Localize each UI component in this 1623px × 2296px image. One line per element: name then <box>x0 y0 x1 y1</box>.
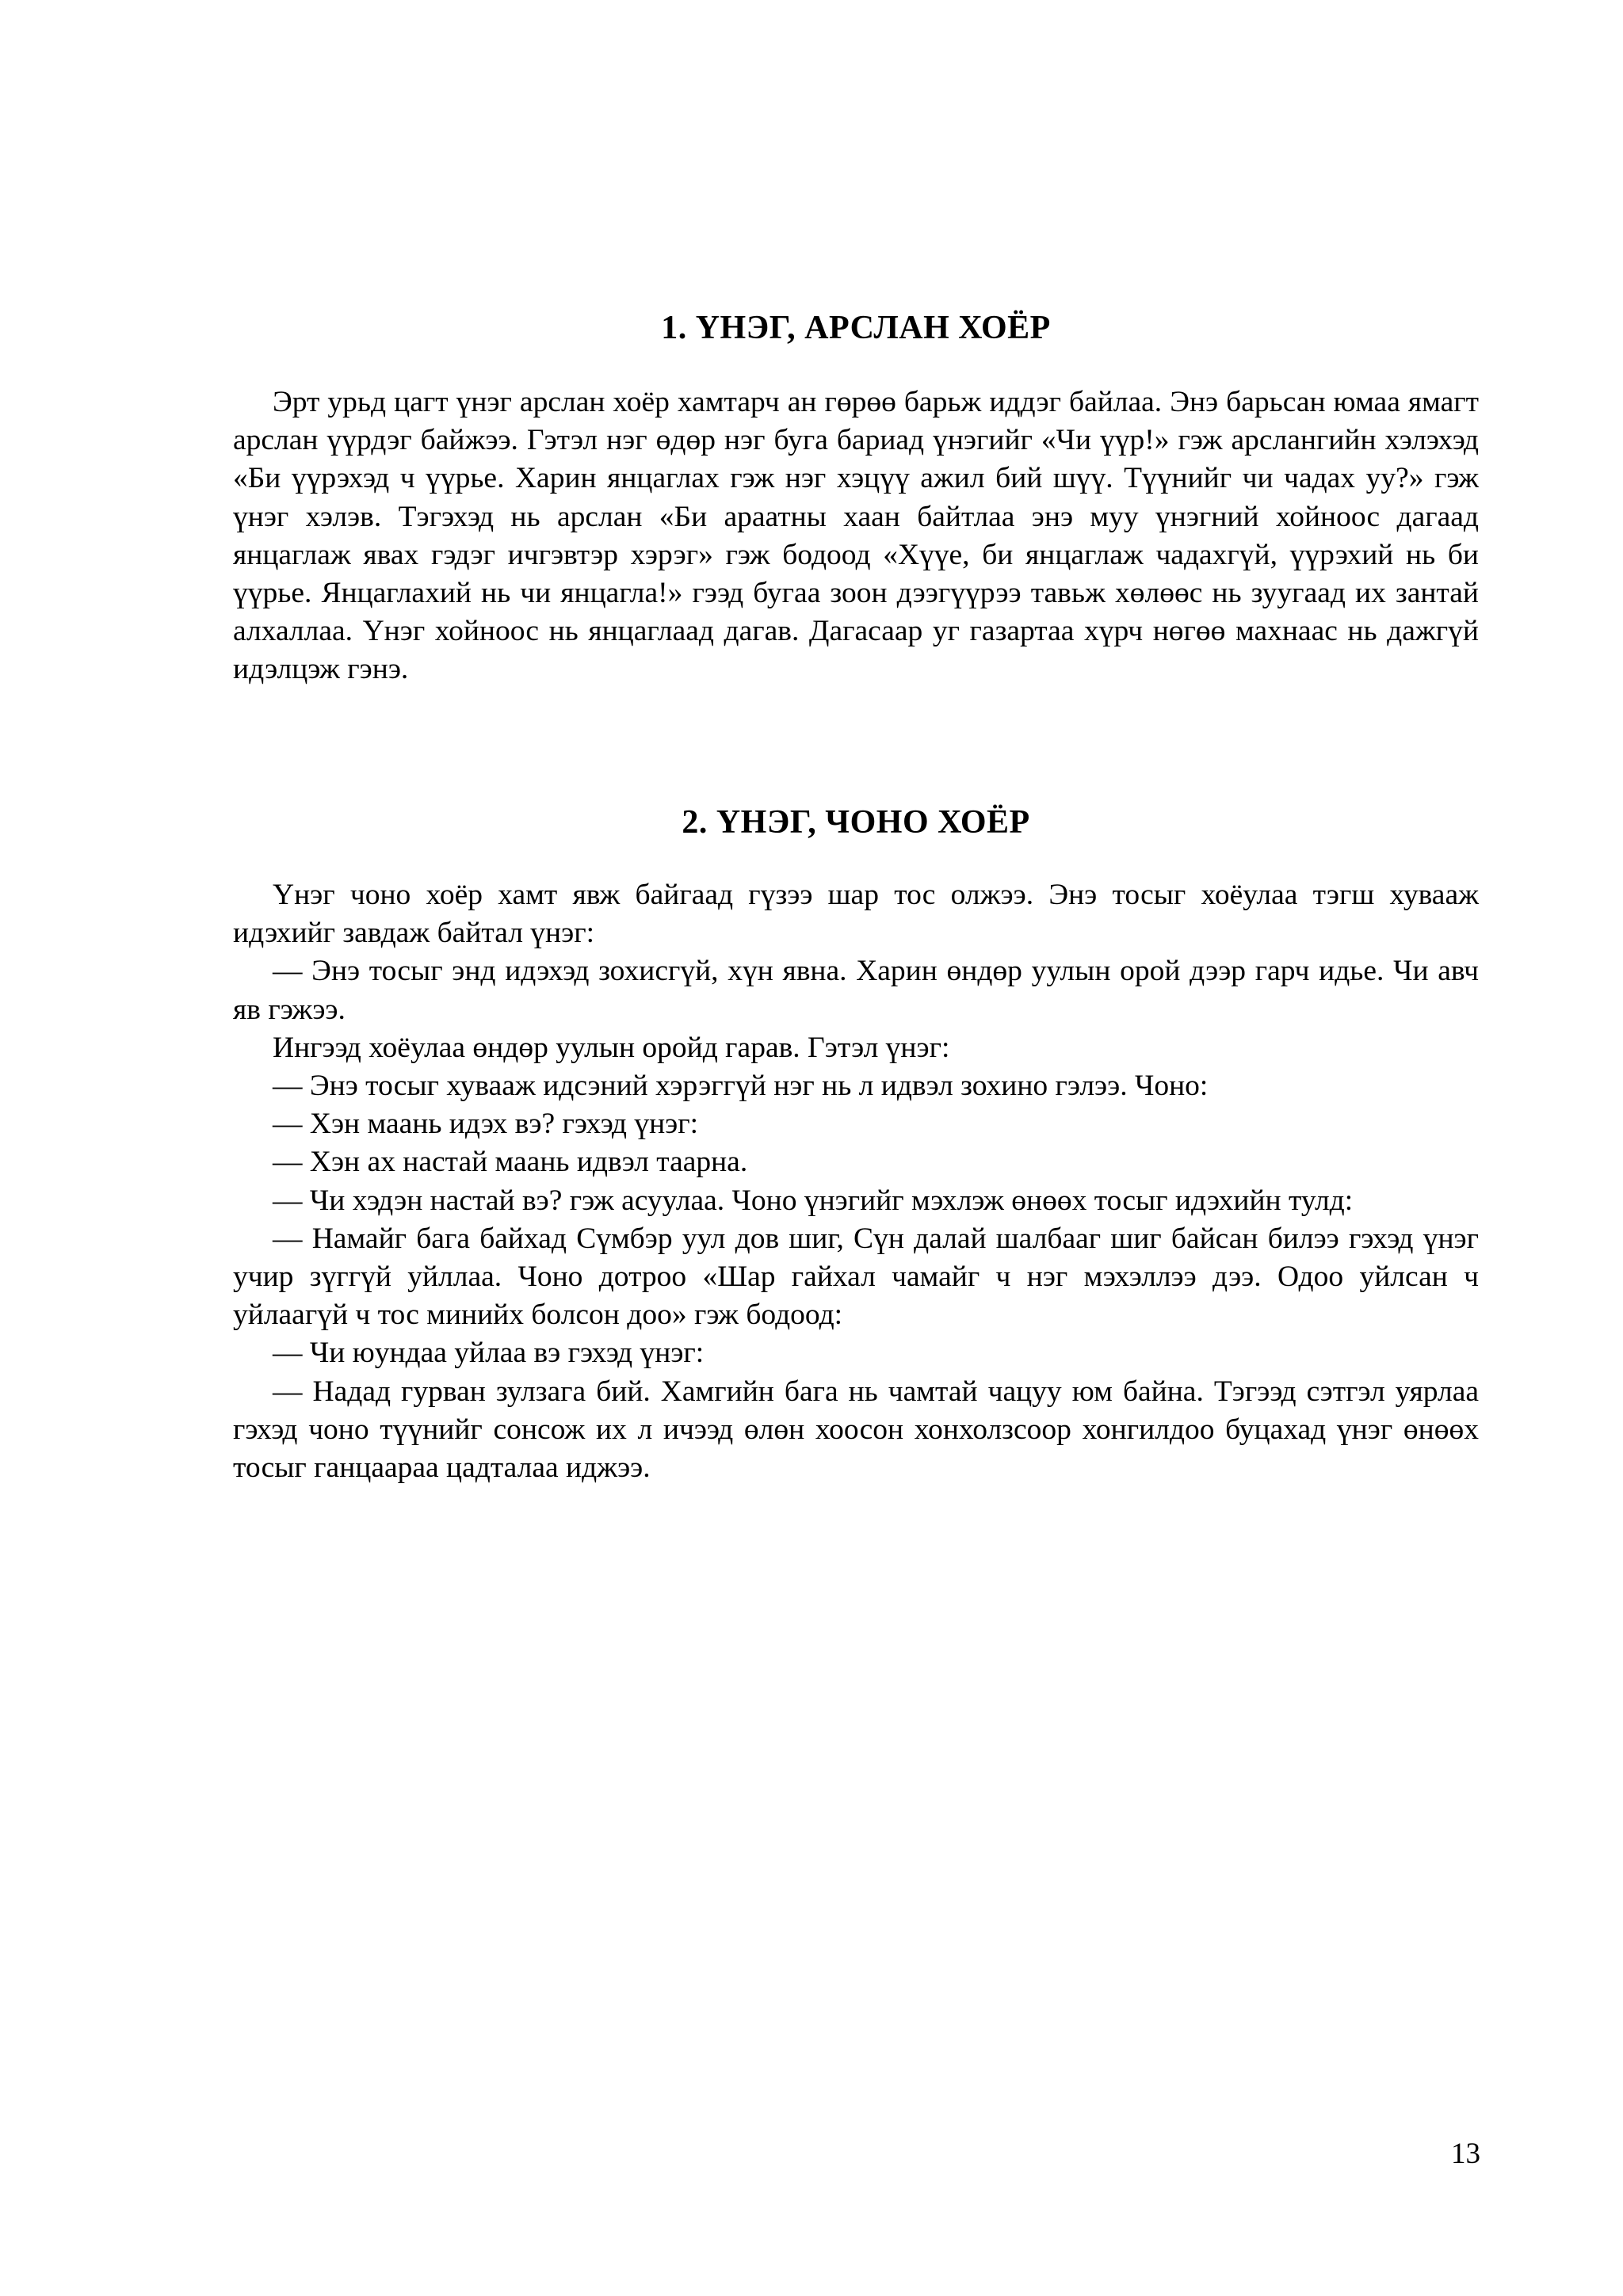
dialogue-line: — Хэн маань идэх вэ? гэхэд үнэг: <box>273 1108 699 1141</box>
dialogue-line: — Энэ тосыг энд идэхэд зохисгүй, хүн явна. Харин өндөр уулын орой дээр гарч идье. Чи авч яв гэжээ. <box>233 955 1479 1026</box>
dialogue-line: — Чи хэдэн настай вэ? гэж асуулаа. Чоно үнэгийг мэхлэж өнөөх тосыг идэхийн тулд: <box>273 1184 1354 1217</box>
paragraph: Эрт урьд цагт үнэг арслан хоёр хамтарч ан гөрөө барьж иддэг байлаа. Энэ барьсан юмаа ямагт арслан үүрдэг байжээ. Гэтэл нэг өдөр нэг буга бариад үнэгийг «Чи үүр!» гэж арслангийн хэлэхэд «Би үүрэхэд ч үүрье. Харин янцаглах гэж нэг хэцүү ажил бий шүү. Түүнийг чи чадах уу?» гэж үнэг хэлэв. Тэгэхэд нь арслан «Би араатны хаан байтлаа энэ муу үнэгний хойноос дагаад янцаглаж явах гэдэг ичгэвтэр хэрэг» гэж бодоод «Хүүе, би янцаглаж чадахгүй, үүрэхий нь би үүрье. Янцаглахий нь чи янцагла!» гээд бугаа зоон дээгүүрээ тавьж хөлөөс нь зуугаад их зантай алхаллаа. Үнэг хойноос нь янцаглаад дагав. Дагасаар уг газартаа хүрч нөгөө махнаас нь дажгүй идэлцэж гэнэ. <box>233 386 1479 686</box>
page-number: 13 <box>1451 2138 1480 2170</box>
paragraph: Ингээд хоёулаа өндөр уулын оройд гарав. Гэтэл үнэг: <box>273 1031 950 1064</box>
story-section-1 <box>233 306 1479 689</box>
dialogue-line: — Энэ тосыг хувааж идсэний хэрэггүй нэг нь л идвэл зохино гэлээ. Чоно: <box>273 1070 1209 1103</box>
story-title-2: 2. ҮНЭГ, ЧОНО ХОЁР <box>682 804 1030 841</box>
story-body-1 <box>233 383 1479 689</box>
paragraph: Үнэг чоно хоёр хамт явж байгаад гүзээ шар тос олжээ. Энэ тосыг хоёулаа тэгш хувааж идэхийг завдаж байтал үнэг: <box>233 879 1479 950</box>
story-title-1: 1. ҮНЭГ, АРСЛАН ХОЁР <box>661 310 1051 346</box>
story-body-2 <box>233 876 1479 1487</box>
story-section-2 <box>233 800 1479 1487</box>
dialogue-line: — Чи юундаа уйлаа вэ гэхэд үнэг: <box>273 1337 705 1370</box>
dialogue-line: — Намайг бага байхад Сүмбэр уул дов шиг, Сүн далай шалбааг шиг байсан билээ гэхэд үнэг учир зүггүй уйллаа. Чоно дотроо «Шар гайхал чамайг ч нэг мэхэллээ дээ. Одоо уйлсан ч уйлаагүй ч тос минийх болсон доо» гэж бодоод: <box>233 1222 1479 1332</box>
dialogue-line: — Хэн ах настай маань идвэл таарна. <box>273 1146 748 1179</box>
dialogue-line: — Надад гурван зулзага бий. Хамгийн бага нь чамтай чацуу юм байна. Тэгээд сэтгэл уярлаа гэхэд чоно түүнийг сонсож их л ичээд өлөн хоосон хонхолзсоор хонгилдоо буцахад үнэг өнөөх тосыг ганцаараа цадталаа иджээ. <box>233 1375 1479 1485</box>
